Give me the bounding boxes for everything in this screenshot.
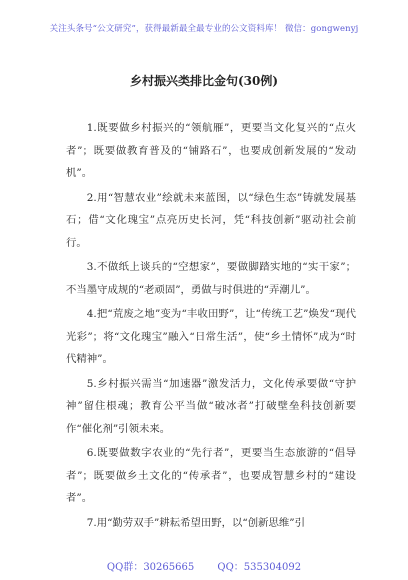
header-banner: 关注头条号“公文研究”，获得最新最全最专业的公文资料库！ 微信：gongwenyj [49,24,359,34]
footer-qq-group: QQ群：30265665 [106,562,195,573]
paragraph: 6.既要做数字农业的“先行者”，更要当生态旅游的“倡导者”；既要做乡土文化的“传承者”，也要成智慧乡村的“建设者”。 [66,447,356,504]
document-body [66,117,356,536]
document-title: 乡村振兴类排比金句(30例) [129,74,279,88]
paragraph: 1.既要做乡村振兴的“领航雁”，更要当文化复兴的“点火者”；既要做教育普及的“铺路石”，也要成创新发展的“发动机”。 [66,122,356,179]
paragraph: 2.用“智慧农业”绘就未来蓝图，以“绿色生态”铸就发展基石；借“文化瑰宝”点亮历史长河，凭“科技创新”驱动社会前行。 [66,191,356,249]
footer-contact [0,558,408,573]
paragraph: 5.乡村振兴需当“加速器”激发活力，文化传承要做“守护神”留住根魂；教育公平当做“破冰者”打破壁垒科技创新要作“催化剂”引领未来。 [66,377,356,435]
paragraph: 7.用“勤劳双手”耕耘希望田野，以“创新思维”引 [86,516,305,529]
paragraph: 4.把“荒废之地”变为“丰收田野”，让“传统工艺”焕发“现代光彩”；将“文化瑰宝”融入“日常生活”，使“乡土情怀”成为“时代精神”。 [66,308,356,365]
paragraph: 3.不做纸上谈兵的“空想家”，要做脚踏实地的“实干家”；不当墨守成规的“老顽固”，勇做与时俱进的“弄潮儿”。 [66,261,356,296]
footer-qq: QQ：535304092 [217,562,302,573]
